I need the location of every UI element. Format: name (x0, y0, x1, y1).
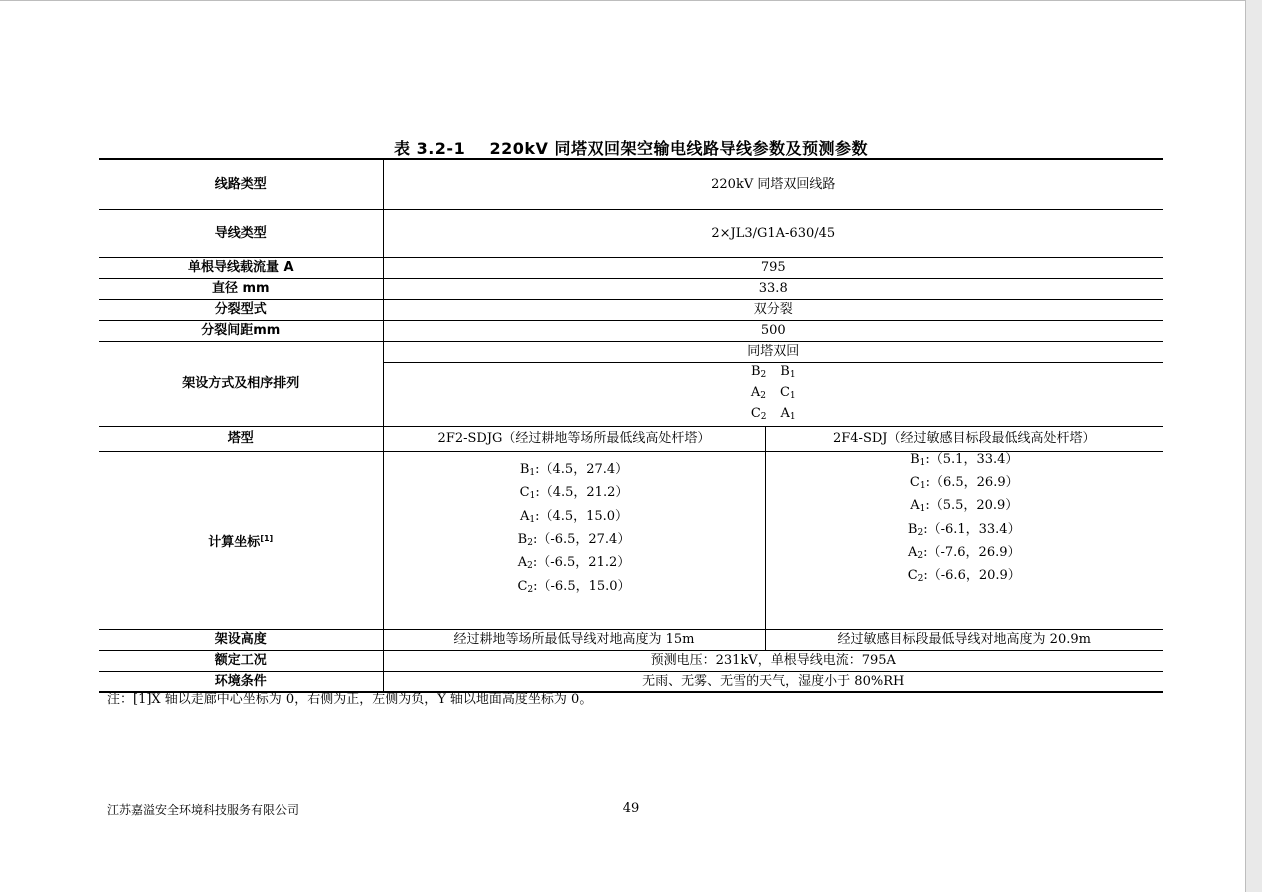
coordinate-value: :（4.5，15.0） (535, 508, 629, 524)
table-row-conductor-type (99, 209, 1163, 257)
phase-left: $C_2$ (750, 405, 767, 422)
phase-sequence (383, 362, 1163, 426)
phase-name: $B_1$ (519, 462, 536, 479)
coordinate-entry (766, 451, 1164, 473)
row-label: 额定工况 (99, 650, 383, 671)
coordinate-entry (384, 553, 765, 576)
coordinate-value: :（-6.1，33.4） (923, 521, 1021, 537)
footnote-marker: [1] (260, 533, 274, 543)
page-top-border (0, 0, 1262, 1)
table-row-tower-type (99, 426, 1163, 451)
page-number: 49 (622, 801, 640, 816)
row-value: 预测电压：231kV，单根导线电流：795A (383, 650, 1163, 671)
coordinate-entry (766, 566, 1164, 589)
coordinates-right (765, 451, 1163, 629)
phase-left: $B_2$ (750, 363, 767, 380)
table-footnote: 注：[1]X 轴以走廊中心坐标为 0，右侧为正，左侧为负，Y 轴以地面高度坐标为 0。 (107, 692, 593, 707)
row-value: 220kV 同塔双回线路 (383, 159, 1163, 209)
row-label: 单根导线载流量 A (99, 257, 383, 278)
row-label: 分裂间距mm (99, 320, 383, 341)
row-label: 架设方式及相序排列 (99, 341, 383, 426)
row-label: 导线类型 (99, 209, 383, 257)
coordinate-entry (766, 520, 1164, 543)
coordinate-entry (384, 577, 765, 600)
phase-row (384, 363, 1164, 384)
row-label: 直径 mm (99, 278, 383, 299)
table-row-arrangement-mode (99, 341, 1163, 362)
phase-name: $A_2$ (907, 544, 924, 561)
phase-name: $C_2$ (517, 578, 534, 595)
coordinate-entry (384, 460, 765, 483)
height-right: 经过敏感目标段最低导线对地高度为 20.9m (765, 629, 1163, 650)
row-value: 795 (383, 257, 1163, 278)
coordinate-value: :（-6.6，20.9） (923, 568, 1021, 584)
table-title: 表 3.2-1 220kV 同塔双回架空输电线路导线参数及预测参数 (394, 139, 868, 158)
table-row-rated (99, 650, 1163, 671)
coordinate-value: :（-6.5，15.0） (533, 578, 631, 594)
phase-left: $A_2$ (750, 384, 766, 401)
table-row-bundle-type (99, 299, 1163, 320)
footer-company: 江苏嘉溢安全环境科技服务有限公司 (107, 803, 300, 817)
coordinate-entry (766, 473, 1164, 496)
coordinate-entry (766, 543, 1164, 566)
height-left: 经过耕地等场所最低导线对地高度为 15m (383, 629, 765, 650)
phase-name: $C_1$ (519, 485, 536, 502)
table-row-height (99, 629, 1163, 650)
row-label: 线路类型 (99, 159, 383, 209)
coordinate-value: :（-7.6，26.9） (923, 544, 1021, 560)
coordinate-value: :（4.5，21.2） (535, 485, 629, 501)
row-value: 2×JL3/G1A-630/45 (383, 209, 1163, 257)
phase-right: $C_1$ (779, 384, 796, 401)
row-label (99, 451, 383, 629)
phase-right: $A_1$ (780, 405, 796, 422)
conductor-parameters-table (99, 158, 1163, 693)
phase-name: $A_1$ (519, 508, 536, 525)
coordinate-entry (384, 530, 765, 553)
phase-right: $B_1$ (780, 363, 796, 380)
coordinate-entry (384, 483, 765, 506)
row-label: 架设高度 (99, 629, 383, 650)
coordinate-value: :（6.5，26.9） (925, 474, 1019, 490)
phase-name: $C_1$ (909, 474, 926, 491)
row-value: 33.8 (383, 278, 1163, 299)
coordinate-value: :（-6.5，27.4） (532, 532, 631, 547)
table-row-ampacity (99, 257, 1163, 278)
page-right-margin (1246, 0, 1262, 892)
coordinate-value: :（5.5，20.9） (925, 498, 1019, 514)
arrangement-mode: 同塔双回 (383, 341, 1163, 362)
phase-name: $A_1$ (910, 498, 926, 515)
row-label: 塔型 (99, 426, 383, 451)
coordinate-entry (766, 496, 1164, 519)
phase-name: $A_2$ (517, 555, 533, 572)
phase-name: $B_2$ (907, 521, 924, 538)
phase-row (384, 384, 1164, 405)
tower-type-left: 2F2-SDJG（经过耕地等场所最低线高处杆塔） (383, 426, 765, 451)
row-label: 分裂型式 (99, 299, 383, 320)
coordinate-value: :（-6.5，21.2） (532, 555, 631, 571)
table-row-diameter (99, 278, 1163, 299)
phase-name: $B_1$ (910, 451, 926, 468)
phase-name: $B_2$ (517, 532, 533, 548)
coordinate-value: :（5.1，33.4） (925, 451, 1019, 467)
table-row-line-type (99, 159, 1163, 209)
coordinate-value: :（4.5，27.4） (535, 462, 629, 478)
row-label: 环境条件 (99, 671, 383, 692)
table-row-bundle-spacing (99, 320, 1163, 341)
row-value: 500 (383, 320, 1163, 341)
coordinates-left (383, 451, 765, 629)
table-row-coordinates (99, 451, 1163, 629)
phase-name: $C_2$ (907, 568, 924, 585)
row-value: 双分裂 (383, 299, 1163, 320)
row-value: 无雨、无雾、无雪的天气，湿度小于 80%RH (383, 671, 1163, 692)
coordinates-label: 计算坐标 (208, 534, 261, 550)
phase-row (384, 405, 1164, 426)
coordinate-entry (384, 507, 765, 530)
tower-type-right: 2F4-SDJ（经过敏感目标段最低线高处杆塔） (765, 426, 1163, 451)
